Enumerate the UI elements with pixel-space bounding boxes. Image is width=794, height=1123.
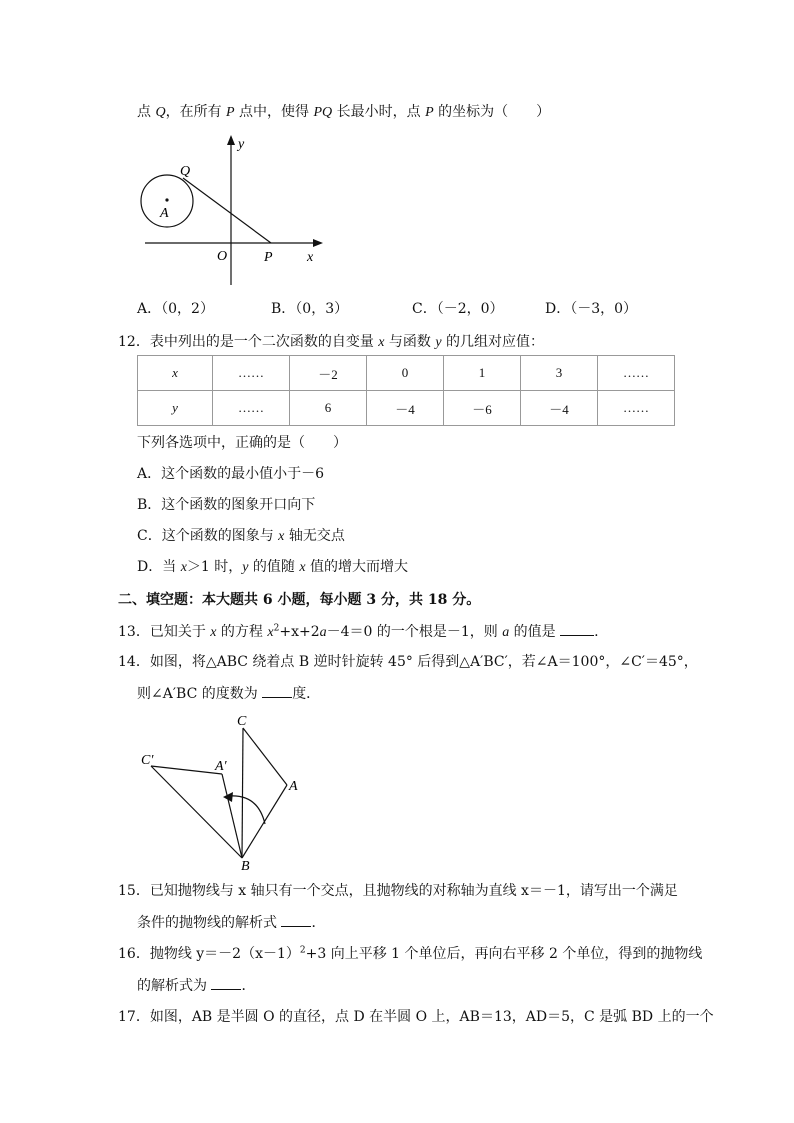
q12-stem: 12．表中列出的是一个二次函数的自变量 x 与函数 y 的几组对应值：: [118, 334, 545, 350]
segment-ca: [243, 728, 287, 785]
table-header-y: y: [138, 391, 213, 426]
label-c: C: [237, 714, 247, 729]
label-o: O: [217, 249, 228, 264]
center-point-a: [165, 198, 168, 201]
table-header-x: x: [138, 356, 213, 391]
table-cell: 6: [290, 391, 367, 426]
y-axis-arrow-icon: [227, 135, 235, 145]
table-row: [138, 391, 675, 426]
q11-option-a: A．（0，2）: [137, 301, 214, 317]
table-cell: ……: [598, 356, 675, 391]
answer-blank[interactable]: [211, 976, 241, 990]
q11-option-b: B．（0，3）: [271, 301, 349, 317]
label-q: Q: [180, 164, 191, 179]
segment-bc: [242, 728, 243, 858]
q14-figure: [135, 710, 310, 870]
q11-option-c: C．（－2，0）: [412, 301, 504, 317]
q12-option-c: C．这个函数的图象与 x 轴无交点: [137, 528, 345, 544]
segment-pq: [183, 178, 271, 243]
q16-line1: 16．抛物线 $y=-2(x-1)^2+3$ 向上平移 1 个单位后，再向右平移 2 个单位，得到的抛物线: [118, 945, 703, 962]
q15-line1: 15．已知抛物线与 x 轴只有一个交点，且抛物线的对称轴为直线 x＝－1，请写出一个满足: [118, 883, 678, 899]
table-cell: 3: [521, 356, 598, 391]
section-title: 二、填空题：本大题共 6 小题，每小题 3 分，共 18 分。: [118, 592, 481, 608]
table-cell: －4: [367, 391, 444, 426]
label-c-prime: C′: [141, 753, 154, 768]
table-cell: －2: [290, 356, 367, 391]
label-x: x: [307, 250, 314, 265]
q13-stem: 13．已知关于 x 的方程 $x^2+x+2a-4=0$ 的一个根是－1，则 a 的值是 .: [118, 623, 599, 640]
table-cell: －6: [444, 391, 521, 426]
q16-line2: 的解析式为 ．: [137, 978, 256, 994]
answer-blank[interactable]: [560, 622, 594, 636]
table-cell: 1: [444, 356, 521, 391]
q12-option-b: B．这个函数的图象开口向下: [137, 497, 316, 513]
q12-option-d: D．当 x＞1 时，y 的值随 x 值的增大而增大: [137, 559, 409, 575]
q17-line1: 17．如图，AB 是半圆 O 的直径，点 D 在半圆 O 上，AB＝13，AD＝5，C 是弧 BD 上的一个: [118, 1009, 714, 1025]
segment-a-prime-b: [222, 774, 242, 858]
q12-question: 下列各选项中，正确的是（ ）: [137, 435, 347, 451]
label-a: A: [160, 206, 169, 221]
rotation-arc: [229, 796, 265, 824]
table-cell: 0: [367, 356, 444, 391]
label-p: P: [264, 250, 273, 265]
q11-option-d: D．（－3，0）: [545, 301, 638, 317]
segment-c-prime-a-prime: [151, 766, 222, 774]
answer-blank[interactable]: [281, 913, 311, 927]
table-cell: －4: [521, 391, 598, 426]
q11-figure: [135, 133, 335, 293]
segment-c-prime-b: [151, 766, 242, 858]
label-a-prime: A′: [215, 759, 227, 774]
x-axis-arrow-icon: [313, 239, 323, 247]
q12-value-table: [137, 355, 675, 426]
q14-line1: 14．如图，将△ABC 绕着点 B 逆时针旋转 45° 后得到△A′BC′，若∠A＝100°，∠C′＝45°，: [118, 654, 698, 670]
table-cell: ……: [213, 391, 290, 426]
table-row: [138, 356, 675, 391]
table-cell: ……: [213, 356, 290, 391]
q14-line2: 则∠A′BC 的度数为 度．: [137, 686, 321, 702]
label-y: y: [238, 137, 245, 152]
q15-line2: 条件的抛物线的解析式 ．: [137, 915, 326, 931]
q12-option-a: A．这个函数的最小值小于－6: [137, 466, 325, 482]
answer-blank[interactable]: [262, 684, 292, 698]
table-cell: ……: [598, 391, 675, 426]
q11-stem: 点 Q，在所有 P 点中，使得 PQ 长最小时，点 P 的坐标为（ ）: [137, 104, 551, 120]
label-b: B: [241, 859, 250, 870]
label-a: A: [289, 779, 298, 794]
